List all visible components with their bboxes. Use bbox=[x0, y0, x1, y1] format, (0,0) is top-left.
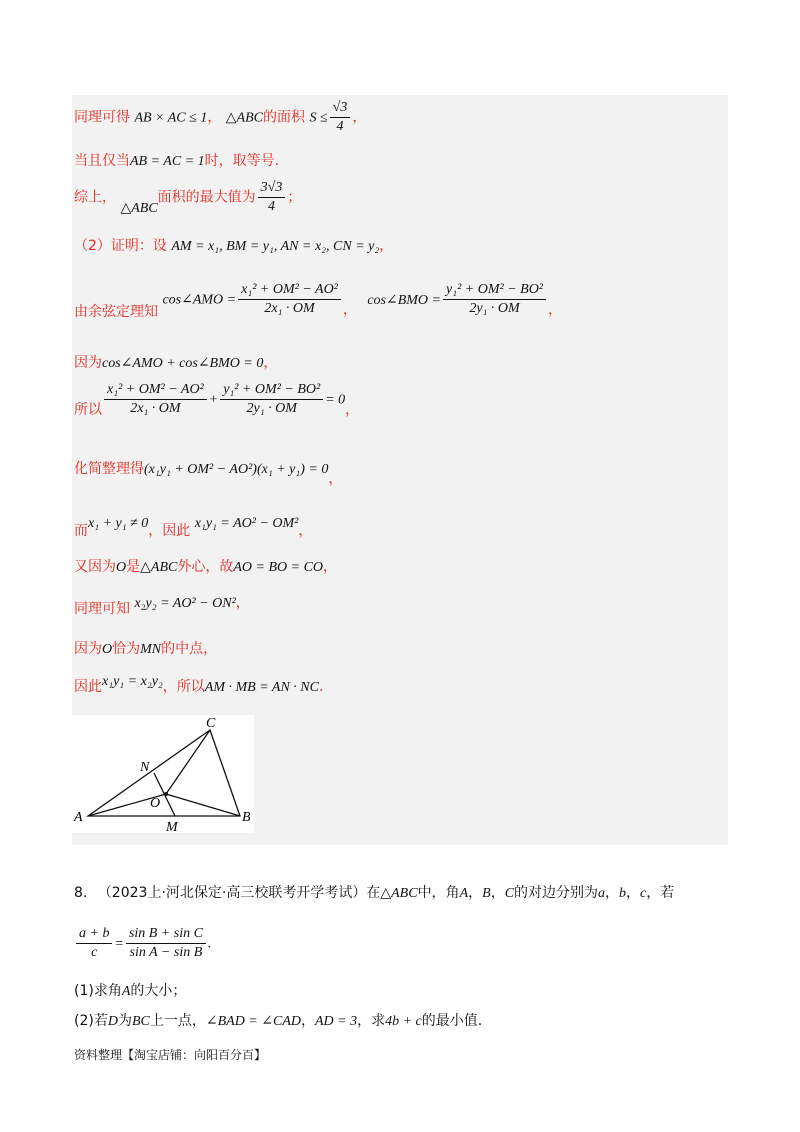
text: 的面积 bbox=[263, 109, 305, 126]
math: = bbox=[114, 936, 124, 952]
text: ， bbox=[352, 109, 367, 126]
math: BC bbox=[131, 1014, 150, 1029]
math: + bbox=[208, 392, 219, 408]
math: x₁y₁ = x₂y₂ bbox=[102, 674, 163, 689]
math: AO = BO = CO bbox=[233, 560, 324, 575]
text: ， bbox=[263, 355, 278, 371]
text: ，所以 bbox=[162, 679, 205, 695]
text: ， bbox=[468, 885, 483, 901]
text: 上一点， bbox=[149, 1013, 206, 1029]
math: AB × AC ≤ 1 bbox=[134, 110, 208, 126]
solution-line-7 bbox=[74, 382, 359, 417]
label-a: A bbox=[74, 810, 83, 825]
math: x₁ + y₁ ≠ 0 bbox=[88, 516, 149, 531]
math: A bbox=[459, 886, 469, 901]
fraction bbox=[220, 382, 323, 417]
text: 因为 bbox=[74, 355, 102, 371]
triangle-figure bbox=[72, 715, 254, 833]
math: cos∠AMO = bbox=[162, 292, 237, 308]
solution-line-8 bbox=[74, 458, 343, 487]
fraction bbox=[238, 282, 341, 317]
math: b bbox=[619, 886, 627, 901]
math: (x₁y₁ + OM² − AO²)(x₁ + y₁) = 0 bbox=[144, 462, 329, 477]
text: ， bbox=[548, 301, 563, 318]
text: 综上， bbox=[74, 189, 116, 206]
footer-credit: 资料整理【淘宝店铺：向阳百分百】 bbox=[74, 1048, 267, 1062]
numerator: √3 bbox=[330, 100, 351, 118]
label-c: C bbox=[206, 716, 216, 731]
numerator: sin B + sin C bbox=[126, 926, 206, 944]
text: 由余弦定理知 bbox=[74, 303, 158, 320]
label-m: M bbox=[166, 820, 178, 833]
text: 同理可得 bbox=[74, 109, 130, 126]
label-o: O bbox=[150, 796, 161, 811]
text: ， bbox=[626, 885, 641, 901]
text: (1)求角 bbox=[74, 983, 122, 999]
text: 的对边分别为 bbox=[514, 885, 599, 901]
denominator: 2y₁ · OM bbox=[469, 301, 520, 316]
math: = 0 bbox=[325, 392, 346, 408]
math: △ABC bbox=[225, 110, 263, 126]
numerator: x₁² + OM² − AO² bbox=[104, 382, 207, 400]
math: AD = 3 bbox=[314, 1014, 358, 1029]
text: 因为 bbox=[74, 641, 102, 657]
text: (2)若 bbox=[74, 1013, 108, 1029]
denominator: sin A − sin B bbox=[129, 945, 203, 960]
text: ， bbox=[490, 885, 505, 901]
denominator: 2x₁ · OM bbox=[264, 301, 315, 316]
figure-background bbox=[72, 715, 254, 833]
text: ， bbox=[207, 109, 222, 126]
math: C bbox=[504, 886, 515, 901]
math: AM = x₁, BM = y₁, AN = x₂, CN = y₂ bbox=[171, 239, 380, 254]
point-o bbox=[164, 792, 168, 796]
solution-line-11 bbox=[74, 592, 250, 617]
fraction bbox=[104, 382, 207, 417]
text: 中，角 bbox=[417, 885, 460, 901]
text: ， bbox=[379, 238, 394, 254]
math: a bbox=[598, 886, 606, 901]
problem-number: 8. bbox=[74, 885, 88, 901]
math: cos∠BMO = bbox=[367, 292, 441, 308]
text: 是 bbox=[126, 559, 141, 575]
problem-source: （2023上·河北保定·高三校联考开学考试） bbox=[97, 885, 367, 901]
math: △ABC bbox=[120, 200, 158, 216]
numerator: x₁² + OM² − AO² bbox=[238, 282, 341, 300]
math: AM · MB = AN · NC bbox=[204, 680, 319, 695]
math: A bbox=[121, 984, 131, 999]
text: 的最小值. bbox=[421, 1013, 483, 1029]
denominator: 4 bbox=[268, 199, 276, 214]
text: . bbox=[318, 679, 324, 695]
problem-8-equation bbox=[74, 926, 211, 961]
solution-line-5 bbox=[74, 282, 563, 320]
text: 在 bbox=[366, 885, 381, 901]
text: ， bbox=[345, 401, 360, 418]
math: O bbox=[116, 560, 127, 575]
denominator: 2x₁ · OM bbox=[130, 401, 181, 416]
numerator: y₁² + OM² − BO² bbox=[443, 282, 546, 300]
text: ， bbox=[300, 1013, 315, 1029]
solution-line-12 bbox=[74, 638, 217, 658]
text: ， bbox=[328, 471, 343, 487]
solution-line-10 bbox=[74, 556, 337, 576]
solution-line-2 bbox=[74, 150, 279, 170]
text: ， bbox=[605, 885, 620, 901]
text: 当且仅当 bbox=[74, 153, 130, 169]
text: 外心，故 bbox=[177, 559, 234, 575]
text: ， bbox=[342, 301, 357, 318]
label-b: B bbox=[242, 810, 251, 825]
fraction bbox=[76, 926, 112, 961]
math: . bbox=[207, 936, 212, 952]
fraction bbox=[330, 100, 351, 135]
math: x₁y₁ = AO² − OM² bbox=[194, 516, 299, 531]
math: △ABC bbox=[140, 560, 178, 575]
problem-8-stem bbox=[74, 882, 674, 902]
label-n: N bbox=[140, 760, 150, 775]
solution-line-4 bbox=[74, 235, 393, 255]
denominator: 2y₁ · OM bbox=[246, 401, 297, 416]
fraction bbox=[443, 282, 546, 317]
text: ，因此 bbox=[148, 523, 191, 539]
text: 同理可知 bbox=[74, 601, 130, 617]
math: MN bbox=[140, 642, 162, 657]
denominator: c bbox=[91, 945, 98, 960]
math: ∠BAD = ∠CAD bbox=[205, 1014, 301, 1029]
math: △ABC bbox=[380, 886, 418, 901]
problem-8-part-2 bbox=[74, 1010, 482, 1030]
text: 的大小； bbox=[130, 983, 187, 999]
text: ， bbox=[235, 595, 250, 611]
text: 因此 bbox=[74, 679, 102, 695]
solution-line-1 bbox=[74, 100, 366, 135]
solution-line-13 bbox=[74, 670, 324, 695]
solution-line-3 bbox=[74, 180, 301, 215]
solution-line-9 bbox=[74, 512, 313, 539]
text: 化简整理得 bbox=[74, 461, 144, 477]
problem-8-part-1 bbox=[74, 980, 186, 1000]
text: ，求 bbox=[357, 1013, 386, 1029]
math: D bbox=[107, 1014, 118, 1029]
math: B bbox=[482, 886, 491, 901]
math: S ≤ bbox=[309, 110, 328, 126]
text: 又因为 bbox=[74, 559, 116, 575]
text: 面积的最大值为 bbox=[157, 189, 256, 206]
numerator: y₁² + OM² − BO² bbox=[220, 382, 323, 400]
math: x₂y₂ = AO² − ON² bbox=[134, 596, 236, 611]
fraction bbox=[258, 180, 286, 215]
text: 而 bbox=[74, 523, 88, 539]
numerator: a + b bbox=[76, 926, 112, 944]
text: ； bbox=[287, 189, 302, 206]
math: c bbox=[640, 886, 647, 901]
fraction bbox=[126, 926, 206, 961]
text: 的中点， bbox=[161, 641, 218, 657]
numerator: 3√3 bbox=[258, 180, 286, 198]
text: （2）证明：设 bbox=[74, 238, 167, 254]
solution-line-6 bbox=[74, 352, 277, 372]
denominator: 4 bbox=[336, 119, 344, 134]
text: ， bbox=[323, 559, 338, 575]
math: AB = AC = 1 bbox=[130, 154, 205, 169]
text: 恰为 bbox=[112, 641, 141, 657]
math: 4b + c bbox=[385, 1014, 422, 1029]
text: 为 bbox=[117, 1013, 132, 1029]
text: ， bbox=[298, 523, 313, 539]
text: ，若 bbox=[646, 885, 675, 901]
text: 时，取等号. bbox=[204, 153, 280, 169]
text: 所以 bbox=[74, 401, 102, 418]
math: cos∠AMO + cos∠BMO = 0 bbox=[102, 356, 264, 371]
math: O bbox=[102, 642, 113, 657]
